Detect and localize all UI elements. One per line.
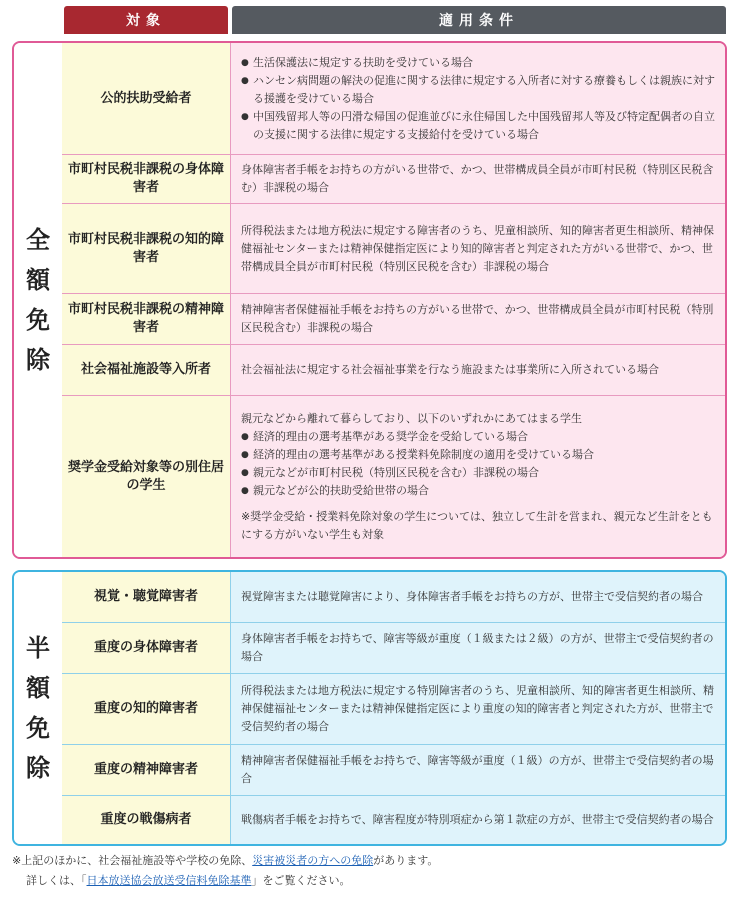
condition-text: 精神障害者保健福祉手帳をお持ちの方がいる世帯で、かつ、世帯構成員全員が市町村民税（特別区民税含む）非課税の場合 [241, 303, 714, 334]
table-row [62, 344, 725, 395]
footer-text: 詳しくは、「 [26, 874, 87, 887]
full-label-char: 免 [26, 306, 50, 334]
footer-text: があります。 [373, 854, 439, 867]
condition-text: 戦傷病者手帳をお持ちで、障害程度が特別項症から第１款症の方が、世帯主で受信契約者の場合 [241, 813, 714, 826]
full-label-char: 除 [26, 346, 50, 374]
half-label-char: 額 [26, 674, 50, 702]
condition-bullet: ● 親元などが公的扶助受給世帯の場合 [241, 482, 717, 500]
target-cell: 重度の知的障害者 [62, 674, 231, 744]
footer-note [12, 851, 438, 891]
condition-bullet: ● 中国残留邦人等の円滑な帰国の促進並びに永住帰国した中国残留邦人等及び特定配偶者の自立の支援に関する法律に規定する支援給付を受けている場合 [241, 108, 717, 144]
condition-cell [231, 396, 725, 557]
table-row [62, 622, 725, 673]
half-exemption-section [12, 570, 727, 846]
column-header-condition: 適用条件 [232, 6, 726, 34]
target-cell: 社会福祉施設等入所者 [62, 345, 231, 395]
table-row [62, 744, 725, 795]
condition-bullet: ● 経済的理由の選考基準がある奨学金を受給している場合 [241, 428, 717, 446]
condition-text: 身体障害者手帳をお持ちで、障害等級が重度（１級または２級）の方が、世帯主で受信契約者の場合 [241, 632, 714, 663]
condition-bullet: ● 経済的理由の選考基準がある授業料免除制度の適用を受けている場合 [241, 446, 717, 464]
table-row [62, 293, 725, 344]
half-exemption-label [14, 572, 62, 844]
target-cell: 視覚・聴覚障害者 [62, 572, 231, 622]
full-exemption-label [14, 43, 62, 557]
footer-line-2 [12, 871, 438, 891]
condition-cell [231, 345, 725, 395]
half-label-char: 除 [26, 754, 50, 782]
table-row [62, 572, 725, 622]
half-label-char: 免 [26, 714, 50, 742]
condition-cell [231, 674, 725, 744]
condition-cell [231, 796, 725, 844]
condition-bullet: ● ハンセン病問題の解決の促進に関する法律に規定する入所者に対する療養もしくは親族に対する援護を受けている場合 [241, 72, 717, 108]
condition-text: 身体障害者手帳をお持ちの方がいる世帯で、かつ、世帯構成員全員が市町村民税（特別区民税含む）非課税の場合 [241, 163, 714, 194]
condition-intro: 親元などから離れて暮らしており、以下のいずれかにあてはまる学生 [241, 411, 582, 425]
table-row [62, 43, 725, 154]
table-row [62, 203, 725, 293]
table-row [62, 673, 725, 744]
table-row [62, 795, 725, 844]
full-exemption-section [12, 41, 727, 559]
condition-bullet: ● 生活保護法に規定する扶助を受けている場合 [241, 54, 717, 72]
condition-cell [231, 155, 725, 203]
condition-text: 所得税法または地方税法に規定する障害者のうち、児童相談所、知的障害者更生相談所、精神保健福祉センターまたは精神保健指定医により知的障害者と判定された方がいる世帯で、かつ、世帯構成員全員が市町村民税（特別区民税を含む）非課税の場合 [241, 223, 714, 273]
target-cell: 市町村民税非課税の精神障害者 [62, 294, 231, 344]
condition-cell [231, 745, 725, 795]
table-row [62, 395, 725, 557]
column-header-target: 対象 [64, 6, 228, 34]
half-label-char: 半 [26, 634, 50, 662]
target-cell: 市町村民税非課税の身体障害者 [62, 155, 231, 203]
target-cell: 市町村民税非課税の知的障害者 [62, 204, 231, 293]
footer-line-1 [12, 851, 438, 871]
target-cell: 重度の戦傷病者 [62, 796, 231, 844]
condition-text: 精神障害者保健福祉手帳をお持ちで、障害等級が重度（１級）の方が、世帯主で受信契約者の場合 [241, 754, 714, 785]
condition-bullet: ● 親元などが市町村民税（特別区民税を含む）非課税の場合 [241, 464, 717, 482]
condition-text: 所得税法または地方税法に規定する特別障害者のうち、児童相談所、知的障害者更生相談所、精神保健福祉センターまたは精神保健指定医により重度の知的障害者と判定された方が、世帯主で受信契約者の場合 [241, 684, 714, 733]
target-cell: 奨学金受給対象等の別住居の学生 [62, 396, 231, 557]
footer-text: ※上記のほかに、社会福祉施設等や学校の免除、 [12, 854, 253, 867]
target-cell: 重度の精神障害者 [62, 745, 231, 795]
disaster-exemption-link[interactable]: 災害被災者の方への免除 [252, 854, 374, 867]
condition-cell [231, 43, 725, 154]
condition-text: 社会福祉法に規定する社会福祉事業を行なう施設または事業所に入所されている場合 [241, 363, 659, 376]
table-row [62, 154, 725, 203]
condition-note: ※奨学金受給・授業料免除対象の学生については、独立して生計を営まれ、親元など生計をともにする方がいない学生も対象 [241, 509, 713, 541]
target-cell: 公的扶助受給者 [62, 43, 231, 154]
condition-cell [231, 294, 725, 344]
full-label-char: 額 [26, 266, 50, 294]
footer-text: 」をご覧ください。 [251, 874, 351, 887]
condition-cell [231, 623, 725, 673]
exemption-standards-link[interactable]: 日本放送協会放送受信料免除基準 [86, 874, 252, 887]
full-label-char: 全 [26, 226, 50, 254]
condition-text: 視覚障害または聴覚障害により、身体障害者手帳をお持ちの方が、世帯主で受信契約者の場合 [241, 590, 703, 603]
condition-cell [231, 572, 725, 622]
target-cell: 重度の身体障害者 [62, 623, 231, 673]
condition-cell [231, 204, 725, 293]
